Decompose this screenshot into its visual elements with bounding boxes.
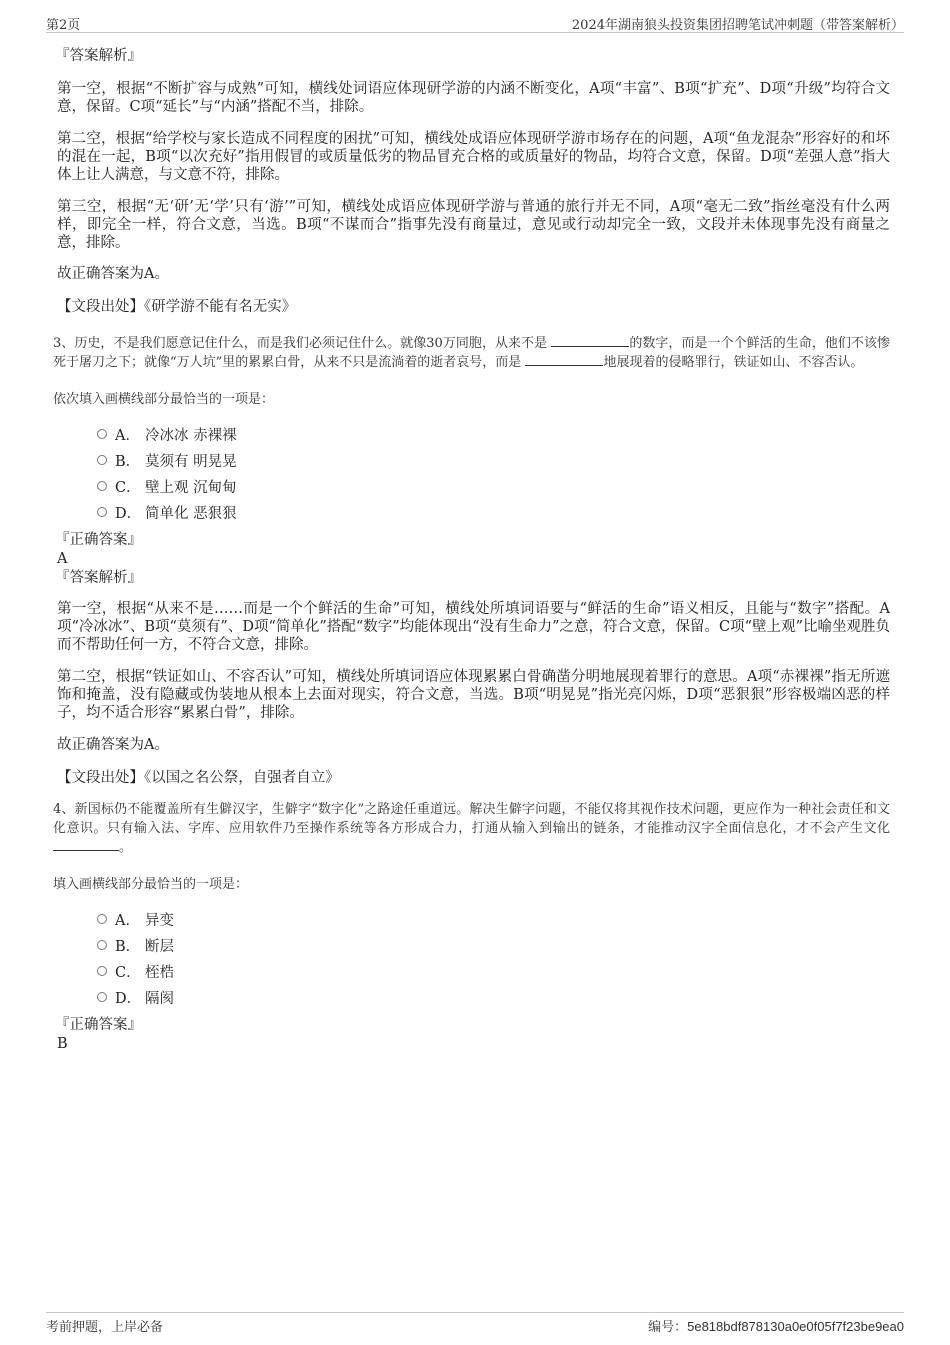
document-id <box>648 1316 904 1335</box>
option-letter: B． <box>115 454 141 470</box>
analysis-paragraph: 第一空，根据“不断扩容与成熟”可知，横线处词语应体现研学游的内涵不断变化，A项“丰富”、B项“扩充”、D项“升级”均符合文意，保留。C项“延长”与“内涵”搭配不当，排除。 <box>57 81 890 115</box>
option-text: 莫须有 明晃晃 <box>145 454 237 470</box>
fill-blank <box>525 353 603 366</box>
options-list <box>57 906 890 1010</box>
footer-slogan: 考前押题，上岸必备 <box>46 1320 164 1335</box>
conclusion: 故正确答案为A。 <box>57 266 169 282</box>
question-prompt: 填入画横线部分最恰当的一项是： <box>53 877 249 892</box>
correct-answer-label: 『正确答案』 <box>55 532 142 548</box>
option-c[interactable] <box>57 473 890 499</box>
option-text: 桎梏 <box>145 965 174 981</box>
analysis-label: 『答案解析』 <box>55 570 142 586</box>
question-text-part: 地展现着的侵略罪行，铁证如山、不容否认。 <box>603 355 864 370</box>
radio-button[interactable] <box>97 966 107 976</box>
options-list <box>57 421 890 525</box>
option-text: 冷冰冰 赤裸裸 <box>145 428 237 444</box>
radio-button[interactable] <box>97 429 107 439</box>
radio-button[interactable] <box>97 940 107 950</box>
question-text-part: 4、新国标仍不能覆盖所有生僻汉字，生僻字“数字化”之路途任重道远。解决生僻字问题，不能仅将其视作技术问题，更应作为一种社会责任和文化意识。只有输入法、字库、应用软件乃至操作系统等各方形成合力，打通从输入到输出的链条，才能推动汉字全面信息化，才不会产生文化 <box>53 802 890 836</box>
radio-button[interactable] <box>97 914 107 924</box>
correct-answer: B <box>57 1036 68 1052</box>
question-prompt: 依次填入画横线部分最恰当的一项是： <box>53 392 275 407</box>
question-text-part: 。 <box>119 840 133 855</box>
analysis-paragraph: 第二空，根据“铁证如山、不容否认”可知，横线处所填词语应体现累累白骨确凿分明地展现着罪行的意思。A项“赤裸裸”指无所遮饰和掩盖，没有隐藏或伪装地从根本上去面对现实，符合文意，当选。B项“明晃晃”指光亮闪烁，D项“恶狠狠”形容极端凶恶的样子，均不适合形容“累累白骨”，排除。 <box>57 669 890 721</box>
radio-button[interactable] <box>97 455 107 465</box>
analysis-paragraph: 第一空，根据“从来不是……而是一个个鲜活的生命”可知，横线处所填词语要与“鲜活的生命”语义相反，且能与“数字”搭配。A项“冷冰冰”、B项“莫须有”、D项“简单化”搭配“数字”均能体现出“没有生命力”之意，符合文意，保留。C项“壁上观”比喻坐观胜负而不帮助任何一方，不符合文意，排除。 <box>57 601 890 653</box>
document-body <box>53 46 890 1053</box>
question-text-part: 的数字，而是一个个鲜活的生命，他们不该惨死于屠刀之下；就像“万人坑”里的累累白骨，从来不只是流淌着的逝者哀号，而是 <box>53 336 890 370</box>
radio-button[interactable] <box>97 507 107 517</box>
option-b[interactable] <box>57 932 890 958</box>
option-text: 隔阂 <box>145 991 174 1007</box>
conclusion: 故正确答案为A。 <box>57 737 169 753</box>
option-letter: D． <box>115 506 142 522</box>
question-4-text <box>53 800 890 857</box>
source-citation: 【文段出处】《研学游不能有名无实》 <box>57 299 297 315</box>
option-letter: D． <box>115 991 142 1007</box>
option-b[interactable] <box>57 447 890 473</box>
question-text-part: 3、历史，不是我们愿意记住什么，而是我们必须记住什么。就像30万同胞，从来不是 <box>53 336 552 351</box>
analysis-label: 『答案解析』 <box>55 48 142 64</box>
option-letter: C． <box>115 480 141 496</box>
page-footer <box>46 1312 904 1335</box>
option-a[interactable] <box>57 906 890 932</box>
option-text: 异变 <box>145 913 174 929</box>
option-d[interactable] <box>57 984 890 1010</box>
fill-blank <box>53 838 119 851</box>
option-letter: A． <box>115 428 140 444</box>
option-c[interactable] <box>57 958 890 984</box>
radio-button[interactable] <box>97 481 107 491</box>
option-letter: A． <box>115 913 140 929</box>
fill-blank <box>551 334 629 347</box>
page-header <box>46 12 904 33</box>
option-text: 简单化 恶狠狠 <box>145 506 237 522</box>
document-id-value: 5e818bdf878130a0e0f05f7f23be9ea0 <box>687 1319 904 1334</box>
option-a[interactable] <box>57 421 890 447</box>
radio-button[interactable] <box>97 992 107 1002</box>
source-citation: 【文段出处】《以国之名公祭，自强者自立》 <box>57 770 340 786</box>
analysis-paragraph: 第二空，根据“给学校与家长造成不同程度的困扰”可知，横线处成语应体现研学游市场存在的问题，A项“鱼龙混杂”形容好的和坏的混在一起，B项“以次充好”指用假冒的或质量低劣的物品冒充合格的或质量好的物品，均符合文意，保留。D项“差强人意”指大体上让人满意，与文意不符，排除。 <box>57 131 890 183</box>
document-id-label: 编号： <box>648 1320 688 1335</box>
page-number: 第2页 <box>46 18 81 33</box>
option-d[interactable] <box>57 499 890 525</box>
question-3-text <box>53 334 890 372</box>
correct-answer-label: 『正确答案』 <box>55 1017 142 1033</box>
option-letter: B． <box>115 939 141 955</box>
option-text: 断层 <box>145 939 174 955</box>
option-letter: C． <box>115 965 141 981</box>
correct-answer: A <box>57 551 68 567</box>
analysis-paragraph: 第三空，根据“无‘研’无‘学’只有‘游’”可知，横线处成语应体现研学游与普通的旅行并无不同，A项“毫无二致”指丝毫没有什么两样，即完全一样，符合文意，当选。B项“不谋而合”指事先没有商量过，意见或行动却完全一致，文段并未体现事先没有商量之意，排除。 <box>57 199 890 251</box>
option-text: 壁上观 沉甸甸 <box>145 480 237 496</box>
document-title: 2024年湖南狼头投资集团招聘笔试冲刺题（带答案解析） <box>571 18 904 33</box>
